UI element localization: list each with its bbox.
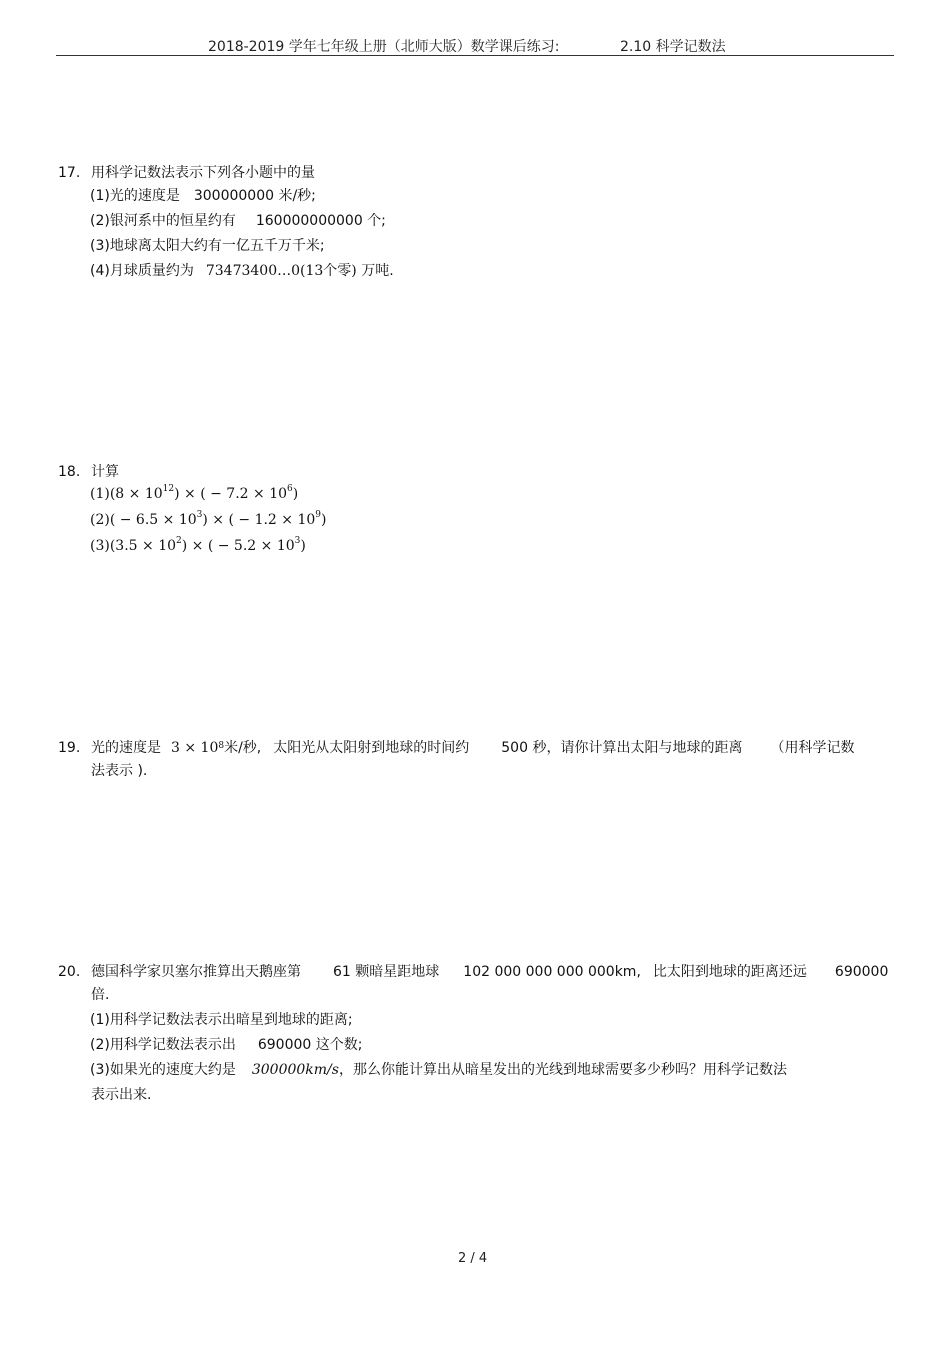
q20-line-last: 表示出来.: [91, 1087, 152, 1103]
exponent: 3: [196, 510, 203, 520]
q18-item-2: [90, 512, 327, 528]
item-unit: 万吨.: [361, 263, 394, 279]
item-unit: 个;: [367, 213, 386, 229]
item-label: (3): [90, 238, 110, 254]
item-value: 73473400…0: [205, 263, 301, 279]
q19-line-2: 法表示 ).: [91, 763, 148, 779]
q18-stem: 计算: [91, 464, 119, 480]
q17-item-1: [90, 186, 316, 206]
exponent: 3: [294, 536, 301, 546]
expr-part: ): [292, 486, 299, 502]
q20-item-2: [90, 1035, 362, 1055]
header-divider: [56, 55, 894, 56]
expr-part: ): [321, 512, 327, 528]
math-base: 3 × 10: [171, 740, 219, 756]
q19-value: 500: [501, 740, 528, 756]
item-label: (1): [90, 1012, 110, 1028]
expr-part: ) × ( − 1.2 × 10: [202, 512, 316, 528]
item-unit: 米/秒;: [278, 188, 316, 204]
q19-number: 19.: [58, 740, 81, 756]
page-number: 2 / 4: [458, 1251, 488, 1266]
q19-math: [171, 740, 224, 756]
q20-item-1: [90, 1010, 353, 1030]
expr-part: ): [300, 538, 306, 554]
item-label: (4): [90, 263, 110, 279]
q20-text: 德国科学家贝塞尔推算出天鹅座第: [91, 964, 301, 980]
q19-paren: （用科学记数: [770, 740, 855, 756]
item-label: (2): [90, 512, 110, 528]
q19-line-1: [91, 738, 854, 758]
item-label: (3): [90, 1062, 110, 1078]
item-value: 690000: [257, 1037, 312, 1053]
expr-part: ( − 6.5 × 10: [109, 512, 197, 528]
q20-text-mid2: 比太阳到地球的距离还远: [652, 964, 807, 980]
item-text: 银河系中的恒星约有: [109, 213, 236, 229]
item-text: 地球离太阳大约有一亿五千万千米;: [109, 238, 325, 254]
item-label: (2): [90, 1037, 110, 1053]
exponent: 8: [218, 741, 225, 751]
q19-text: 光的速度是: [91, 740, 161, 756]
item-text: 用科学记数法表示出: [109, 1037, 236, 1053]
q20-star-number: 61: [333, 964, 351, 980]
header-section: 2.10 科学记数法: [620, 39, 726, 55]
item-note: (13个零): [300, 263, 357, 279]
exponent: 2: [176, 536, 182, 546]
q19-unit: 米/秒,: [224, 740, 262, 756]
q18-item-3: [90, 538, 306, 554]
item-label: (1): [90, 188, 110, 204]
q17-number: 17.: [58, 165, 81, 181]
q20-distance: 102 000 000 000 000: [463, 964, 615, 980]
item-text: 光的速度是: [109, 188, 180, 204]
q20-number: 20.: [58, 964, 81, 980]
q17-item-4: [90, 261, 394, 281]
q20-line-1: [91, 962, 888, 982]
item-text: 月球质量约为: [109, 263, 194, 279]
q20-item-3: [90, 1060, 787, 1080]
item-label: (1): [90, 486, 110, 502]
expr-part: (3.5 × 10: [109, 538, 177, 554]
q17-item-2: [90, 211, 386, 231]
item-label: (2): [90, 213, 110, 229]
item-value: 160000000000: [255, 213, 363, 229]
item-text-post: ，那么你能计算出从暗星发出的光线到地球需要多少秒吗？用科学记数法: [338, 1062, 787, 1078]
q18-number: 18.: [58, 464, 81, 480]
exponent: 12: [162, 484, 175, 494]
item-value: 300000000: [193, 188, 275, 204]
q20-text-mid: 颗暗星距地球: [355, 964, 440, 980]
item-text-post: 这个数;: [315, 1037, 363, 1053]
expr-part: (8 × 10: [109, 486, 163, 502]
expr-part: ) × ( − 5.2 × 10: [181, 538, 295, 554]
exponent: 6: [287, 484, 293, 494]
q18-item-1: [90, 486, 298, 502]
expr-part: ) × ( − 7.2 × 10: [174, 486, 288, 502]
q20-line-2: 倍.: [91, 987, 110, 1003]
q17-stem: 用科学记数法表示下列各小题中的量: [91, 165, 315, 181]
exponent: 9: [315, 510, 322, 520]
item-label: (3): [90, 538, 110, 554]
q17-item-3: [90, 236, 325, 256]
item-text: 如果光的速度大约是: [109, 1062, 236, 1078]
q19-text-post: 秒，请你计算出太阳与地球的距离: [532, 740, 743, 756]
item-text: 用科学记数法表示出暗星到地球的距离;: [109, 1012, 353, 1028]
q20-ratio: 690000: [834, 964, 889, 980]
q19-text-mid: 太阳光从太阳射到地球的时间约: [273, 740, 470, 756]
header-title: 2018-2019 学年七年级上册（北师大版）数学课后练习:: [208, 39, 560, 55]
q20-unit: km,: [614, 964, 641, 980]
item-value: 300000km/s: [251, 1062, 339, 1078]
